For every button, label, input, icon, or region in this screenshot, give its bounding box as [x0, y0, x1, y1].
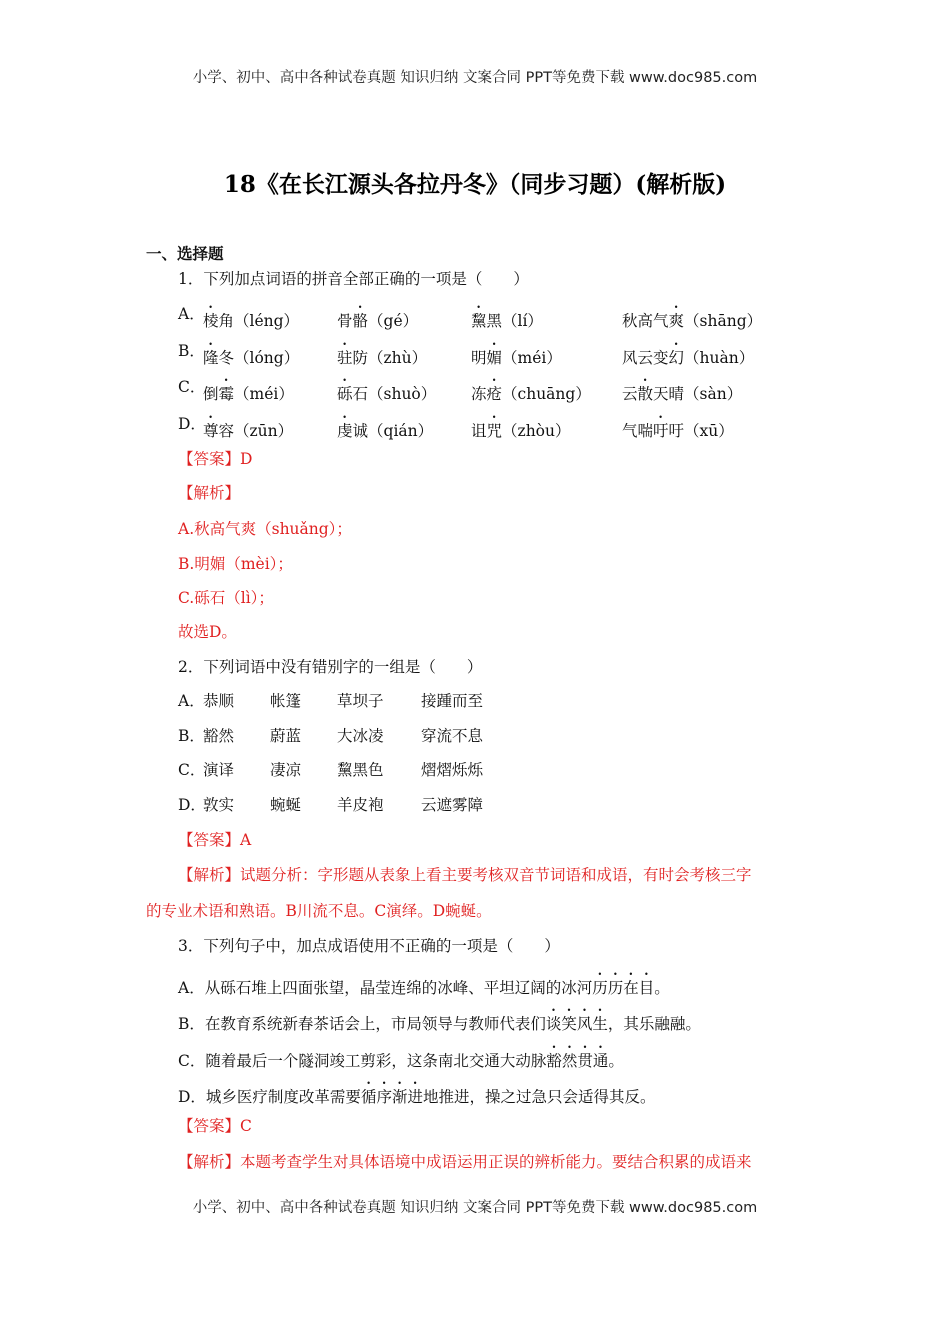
q2-option-word: 豁然 [203, 727, 235, 745]
q1-option-label: B． [178, 342, 205, 360]
q1-option-label: D． [178, 415, 206, 433]
dotted-char: 黧 [471, 312, 487, 330]
q2-option-word: 蜿蜒 [270, 796, 302, 814]
dotted-char: 散 [637, 385, 654, 403]
page-title: 18《在长江源头各拉丹冬》（同步习题）(解析版) [223, 171, 727, 198]
q3-option: A．从砾石堆上四面张望，晶莹连绵的冰峰、平坦辽阔的冰河历历在目。 [178, 979, 670, 997]
q2-option-word: 草坝子 [337, 692, 384, 710]
q1-answer: 【答案】D [178, 450, 253, 468]
dotted-char: 媚 [486, 349, 503, 367]
q1-option-word: 砾石（shuò） [337, 385, 437, 403]
q2-option-label: B． [178, 727, 205, 745]
q1-stem: 1．下列加点词语的拼音全部正确的一项是（ ） [178, 270, 529, 288]
q2-answer: 【答案】A [178, 831, 252, 849]
q2-option-word: 凄凉 [270, 761, 302, 779]
q1-analysis-line: 故选D。 [178, 623, 237, 641]
q2-option-word: 大冰凌 [337, 727, 384, 745]
q2-option-word: 接踵而至 [421, 692, 484, 710]
dotted-char: 骼 [352, 312, 369, 330]
q1-analysis-label: 【解析】 [178, 484, 241, 502]
q3-stem: 3．下列句子中，加点成语使用不正确的一项是（ ） [178, 937, 560, 955]
q3-option: B．在教育系统新春茶话会上，市局领导与教师代表们谈笑风生，其乐融融。 [178, 1015, 701, 1033]
q1-option-word: 隆冬（lóng） [203, 349, 300, 367]
dotted-char: 爽 [668, 312, 685, 330]
q1-analysis-line: A.秋高气爽（shuǎng）； [178, 520, 352, 538]
q1-option-word: 明媚（méi） [471, 349, 562, 367]
q3-answer: 【答案】C [178, 1117, 252, 1135]
q1-option-word: 倒霉（méi） [203, 385, 294, 403]
q3-option: D．城乡医疗制度改革需要循序渐进地推进，操之过急只会适得其反。 [178, 1088, 656, 1106]
q2-analysis-line: 【解析】试题分析：字形题从表象上看主要考核双音节词语和成语，有时会考核三字 [178, 866, 752, 884]
dotted-char: 霉 [218, 385, 235, 403]
q2-analysis-line: 的专业术语和熟语。B川流不息。C演绎。D蜿蜒。 [146, 902, 492, 920]
q1-option-word: 秋高气爽（shāng） [622, 312, 763, 330]
q1-analysis-line: C.砾石（lì）； [178, 589, 274, 607]
q1-option-word: 云散天晴（sàn） [622, 385, 743, 403]
q2-option-word: 云遮雾障 [421, 796, 484, 814]
dotted-idiom: 豁然贯通 [546, 1052, 609, 1070]
q2-option-word: 羊皮袍 [337, 796, 384, 814]
q1-option-word: 风云变幻（huàn） [622, 349, 755, 367]
q2-option-word: 黧黑色 [337, 761, 384, 779]
q1-option-word: 诅咒（zhòu） [471, 422, 571, 440]
dotted-idiom: 历历在目 [592, 979, 655, 997]
q1-option-label: C． [178, 378, 206, 396]
dotted-char: 咒 [486, 422, 503, 440]
q2-option-word: 穿流不息 [421, 727, 484, 745]
q1-option-word: 尊容（zūn） [203, 422, 294, 440]
q2-option-word: 帐篷 [270, 692, 302, 710]
q3-analysis-line: 【解析】本题考查学生对具体语境中成语运用正误的辨析能力。要结合积累的成语来 [178, 1153, 752, 1171]
dotted-char: 隆 [203, 349, 219, 367]
section-heading: 一、选择题 [146, 244, 224, 263]
q1-analysis-line: B.明媚（mèi）； [178, 555, 293, 573]
q1-option-label: A． [178, 305, 205, 323]
q1-option-word: 黧黑（lí） [471, 312, 543, 330]
dotted-char: 疮 [486, 385, 503, 403]
q1-option-word: 骨骼（gé） [337, 312, 419, 330]
dotted-idiom: 谈笑风生 [545, 1015, 608, 1033]
q2-option-label: A． [178, 692, 205, 710]
q1-option-word: 冻疮（chuāng） [471, 385, 591, 403]
q2-option-word: 敦实 [203, 796, 235, 814]
dotted-idiom: 循序渐进 [360, 1088, 423, 1106]
dotted-char: 虔 [337, 422, 353, 440]
dotted-char: 尊 [203, 422, 219, 440]
page-header: 小学、初中、高中各种试卷真题 知识归纳 文案合同 PPT等免费下载 www.doc985.com [192, 70, 758, 86]
dotted-char: 棱 [203, 312, 219, 330]
q1-option-word: 棱角（léng） [203, 312, 300, 330]
q1-option-word: 驻防（zhù） [337, 349, 428, 367]
q1-option-word: 虔诚（qián） [337, 422, 434, 440]
q2-option-word: 恭顺 [203, 692, 235, 710]
dotted-char: 砾 [337, 385, 353, 403]
page-footer: 小学、初中、高中各种试卷真题 知识归纳 文案合同 PPT等免费下载 www.doc985.com [192, 1200, 758, 1216]
dotted-char: 吁 [653, 422, 669, 440]
q2-option-word: 演译 [203, 761, 235, 779]
q2-stem: 2．下列词语中没有错别字的一组是（ ） [178, 658, 483, 676]
q2-option-label: D． [178, 796, 206, 814]
q2-option-word: 蔚蓝 [270, 727, 302, 745]
q3-option: C．随着最后一个隧洞竣工剪彩，这条南北交通大动脉豁然贯通。 [178, 1052, 624, 1070]
q1-option-word: 气喘吁吁（xū） [622, 422, 734, 440]
dotted-char: 幻 [668, 349, 685, 367]
dotted-char: 驻 [337, 349, 353, 367]
q2-option-word: 熠熠烁烁 [421, 761, 484, 779]
q2-option-label: C． [178, 761, 206, 779]
